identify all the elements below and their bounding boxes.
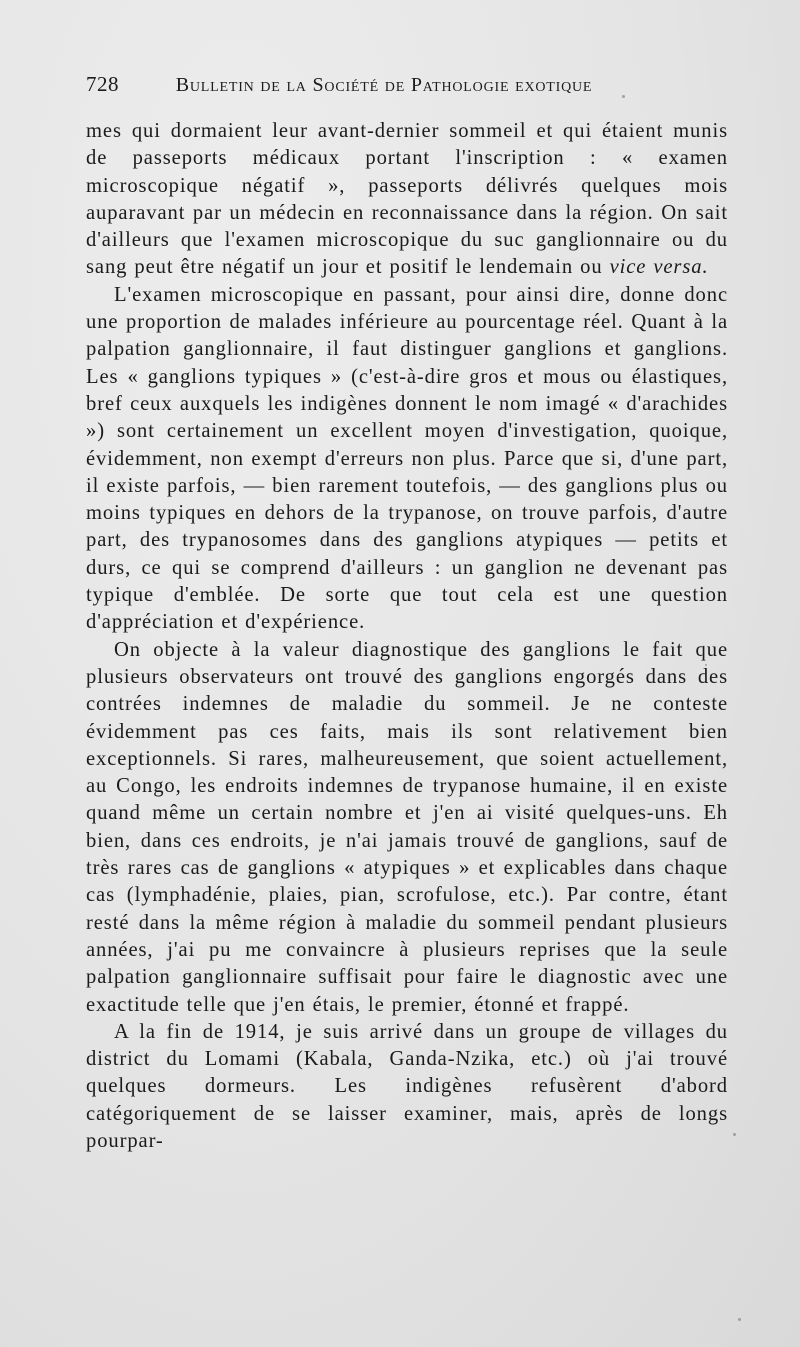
paragraph-1-text: mes qui dormaient leur avant-dernier sommeil et qui étaient munis de passeports médicaux portant l'inscription : « examen microscopique négatif », passeports délivrés quelques mois auparavant par un médecin en reconnaissance dans la région. On sait d'ailleurs que l'examen microscopique du suc ganglionnaire ou du sang peut être négatif un jour et positif le lendemain ou bbox=[86, 120, 728, 279]
body-text bbox=[86, 118, 728, 1155]
paragraph-3: On objecte à la valeur diagnostique des ganglions le fait que plusieurs observateurs ont trouvé des ganglions engorgés dans des contrées indemnes de maladie du sommeil. Je ne conteste évidemment pas ces faits, mais ils sont relativement bien exceptionnels. Si rares, malheureusement, que soient actuellement, au Congo, les endroits indemnes de trypanose humaine, il en existe quand même un certain nombre et j'en ai visité quelques-uns. Eh bien, dans ces endroits, je n'ai jamais trouvé de ganglions, sauf de très rares cas de ganglions « atypiques » et explicables dans chaque cas (lymphadénie, plaies, pian, scrofulose, etc.). Par contre, étant resté dans la même région à maladie du sommeil pendant plusieurs années, j'ai pu me convaincre à plusieurs reprises que la seule palpation ganglionnaire suffisait pour faire le diagnostic avec une exactitude telle que j'en étais, le premier, étonné et frappé. bbox=[86, 638, 728, 1016]
paper-speck bbox=[738, 1318, 741, 1321]
journal-title: Bulletin de la Société de Pathologie exotique bbox=[175, 74, 593, 96]
running-header bbox=[86, 72, 726, 100]
paper-speck bbox=[705, 664, 707, 666]
paragraph-2: L'examen microscopique en passant, pour ainsi dire, donne donc une proportion de malades inférieure au pourcentage réel. Quant à la palpation ganglionnaire, il faut distinguer ganglions et ganglions. Les « ganglions typiques » (c'est-à-dire gros et mous ou élastiques, bref ceux auxquels les indigènes donnent le nom imagé « d'arachides ») sont certainement un excellent moyen d'investigation, quoique, évidemment, non exempt d'erreurs non plus. Parce que si, d'une part, il existe parfois, — bien rarement toutefois, — des ganglions plus ou moins typiques en dehors de la trypanose, on trouve parfois, d'autre part, des trypanosomes dans des ganglions atypiques — petits et durs, ce qui se comprend d'ailleurs : un ganglion ne devenant pas typique d'emblée. De sorte que tout cela est une question d'appréciation et d'expérience. bbox=[86, 283, 728, 634]
paragraph-1 bbox=[86, 118, 728, 282]
paper-speck bbox=[622, 95, 625, 98]
paragraph-1-italic: vice versa. bbox=[609, 256, 709, 279]
page-number: 728 bbox=[86, 72, 119, 96]
paragraph-4: A la fin de 1914, je suis arrivé dans un groupe de villages du district du Lomami (Kabala, Ganda-Nzika, etc.) où j'ai trouvé quelques dormeurs. Les indigènes refusèrent d'abord catégoriquement de se laisser examiner, mais, après de longs pourpar- bbox=[86, 1020, 728, 1152]
paper-speck bbox=[733, 1133, 736, 1136]
